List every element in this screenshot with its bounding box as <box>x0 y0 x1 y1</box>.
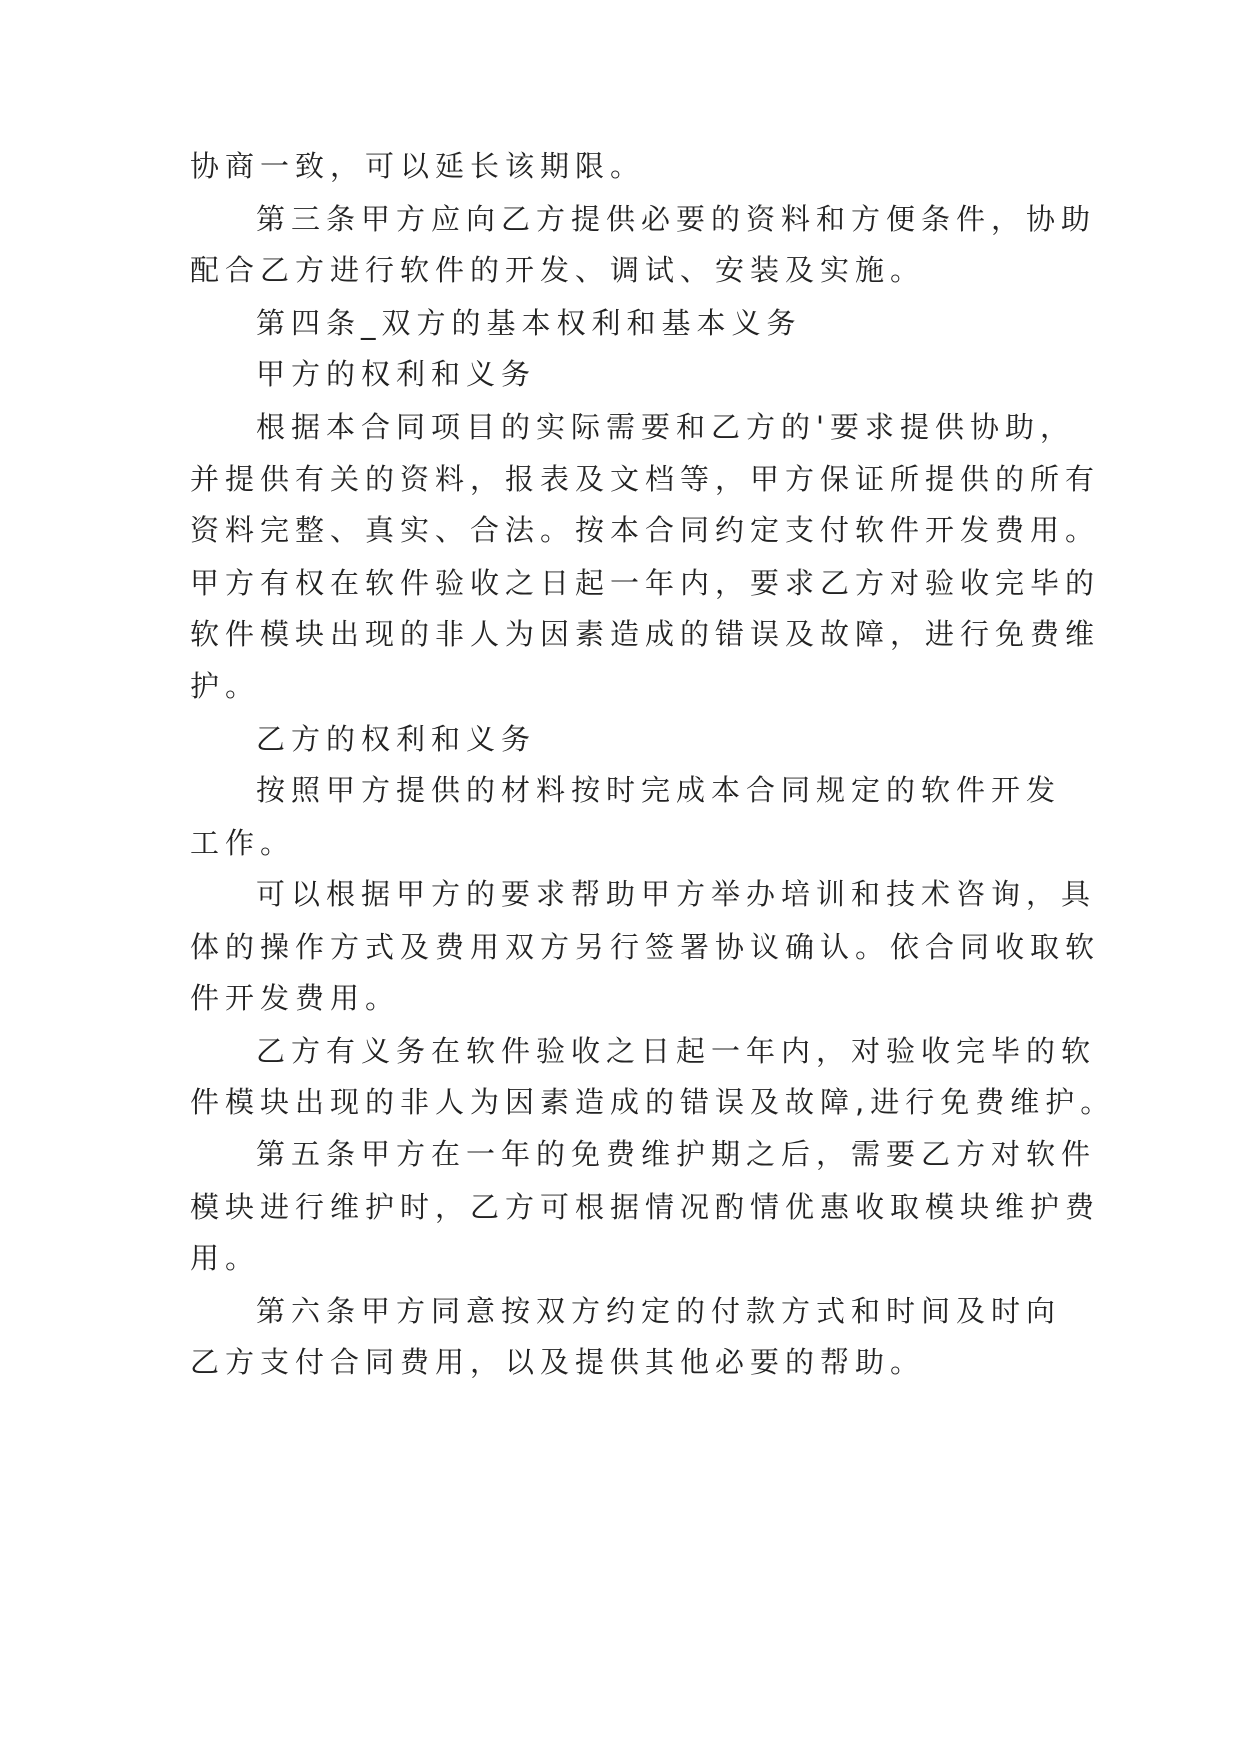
text-line: 软件模块出现的非人为因素造成的错误及故障，进行免费维 <box>190 617 1101 651</box>
text-line: 可以根据甲方的要求帮助甲方举办培训和技术咨询，具 <box>256 877 1097 911</box>
text-line: 体的操作方式及费用双方另行签署协议确认。依合同收取软 <box>190 930 1101 964</box>
text-line: 件模块出现的非人为因素造成的错误及故障,进行免费维护。 <box>190 1085 1116 1119</box>
text-line: 协商一致，可以延长该期限。 <box>190 149 646 183</box>
text-line: 第五条甲方在一年的免费维护期之后，需要乙方对软件 <box>256 1137 1097 1171</box>
text-line: 工作。 <box>190 826 296 860</box>
text-line: 件开发费用。 <box>190 981 401 1015</box>
text-line: 第六条甲方同意按双方约定的付款方式和时间及时向 <box>256 1294 1062 1328</box>
text-line: 第四条_双方的基本权利和基本义务 <box>256 306 802 340</box>
text-line: 模块进行维护时，乙方可根据情况酌情优惠收取模块维护费 <box>190 1190 1101 1224</box>
text-line: 资料完整、真实、合法。按本合同约定支付软件开发费用。 <box>190 513 1101 547</box>
text-line: 甲方有权在软件验收之日起一年内，要求乙方对验收完毕的 <box>190 566 1101 600</box>
text-line: 并提供有关的资料，报表及文档等，甲方保证所提供的所有 <box>190 462 1101 496</box>
text-line: 配合乙方进行软件的开发、调试、安装及实施。 <box>190 253 926 287</box>
text-line: 根据本合同项目的实际需要和乙方的'要求提供协助， <box>256 410 1075 444</box>
text-line: 按照甲方提供的材料按时完成本合同规定的软件开发 <box>256 773 1062 807</box>
text-line: 乙方有义务在软件验收之日起一年内，对验收完毕的软 <box>256 1034 1097 1068</box>
text-line: 第三条甲方应向乙方提供必要的资料和方便条件，协助 <box>256 202 1097 236</box>
text-line: 甲方的权利和义务 <box>256 357 537 391</box>
text-line: 护。 <box>190 669 261 703</box>
text-line: 乙方的权利和义务 <box>256 722 537 756</box>
text-line: 乙方支付合同费用，以及提供其他必要的帮助。 <box>190 1345 926 1379</box>
text-line: 用。 <box>190 1241 261 1275</box>
